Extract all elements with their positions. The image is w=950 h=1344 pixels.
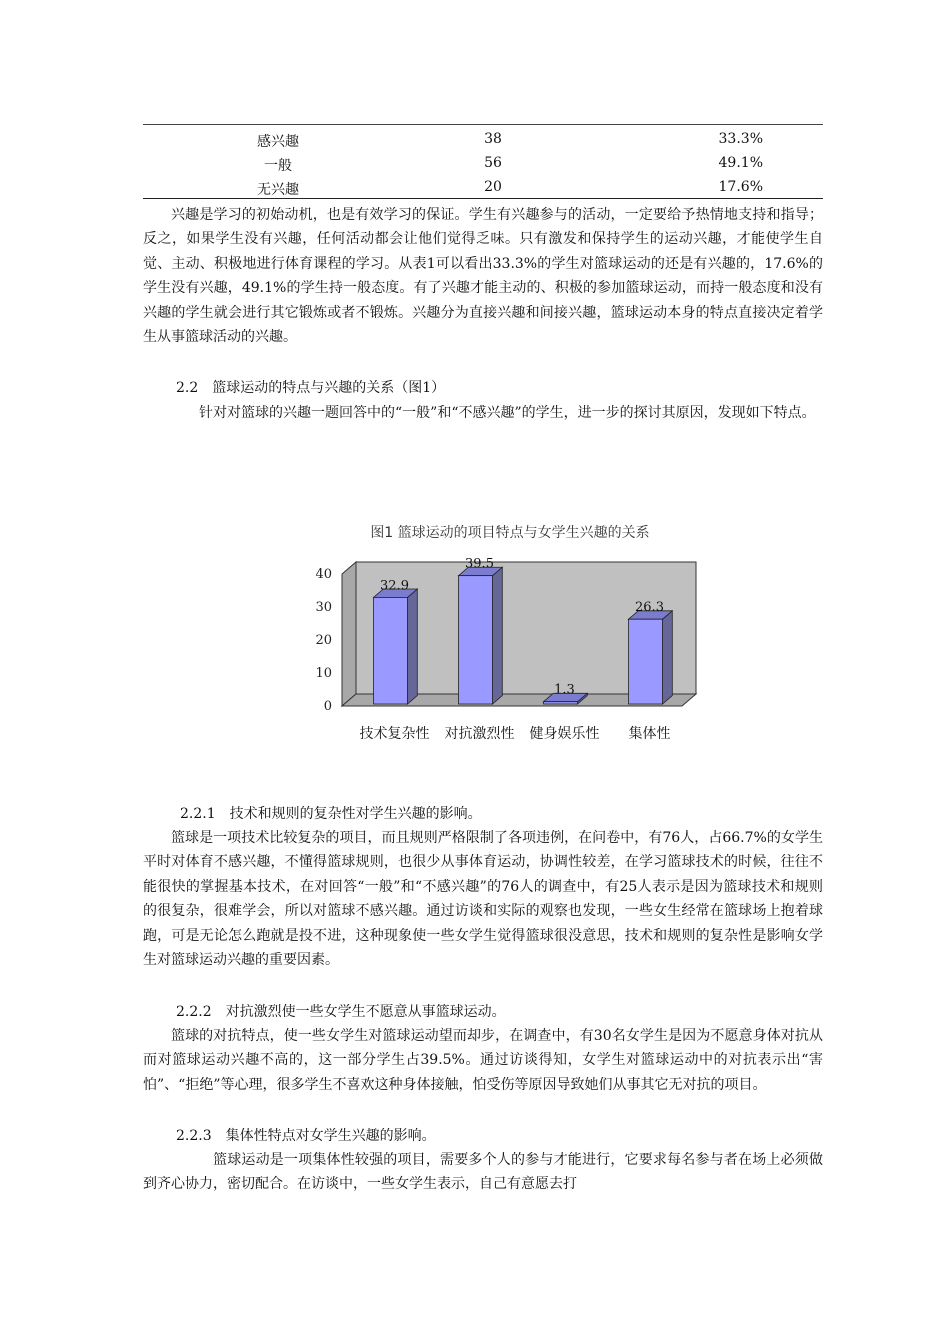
table-cell-percent: 49.1% — [718, 155, 763, 171]
x-category-label: 技术复杂性 — [359, 726, 430, 742]
x-category-label: 集体性 — [628, 726, 671, 742]
y-tick-label: 10 — [315, 666, 332, 681]
table-cell-label: 一般 — [264, 158, 292, 174]
table-cell-percent: 17.6% — [718, 179, 763, 195]
bar-side — [663, 611, 673, 704]
bar-front — [459, 576, 493, 704]
x-category-label: 对抗激烈性 — [444, 726, 515, 742]
bar-chart — [300, 548, 720, 748]
paragraph-complexity: 篮球是一项技术比较复杂的项目，而且规则严格限制了各项违例，在问卷中，有76人，占66.7%的女学生平时对体育不感兴趣，不懂得篮球规则，也很少从事体育运动，协调性较差，在学习篮球技术的时候，往往不能很快的掌握基本技术，在对回答“一般”和“不感兴趣”的76人的调查中，有25人表示是因为篮球技术和规则的很复杂，很难学会，所以对篮球不感兴趣。通过访谈和实际的观察也发现，一些女生经常在篮球场上抱着球跑，可是无论怎么跑就是投不进，这种现象使一些女学生觉得篮球很没意思，技术和规则的复杂性是影响女学生对篮球运动兴趣的重要因素。 — [143, 830, 823, 969]
table-cell-count: 38 — [484, 131, 502, 147]
table-row — [143, 151, 823, 175]
section-heading-2-2-2: 2.2.2 对抗激烈使一些女学生不愿意从事篮球运动。 — [176, 1004, 506, 1020]
chart-categories — [360, 725, 671, 742]
bar — [374, 589, 418, 704]
chart-title: 图1 篮球运动的项目特点与女学生兴趣的关系 — [370, 525, 650, 541]
bar-value-label: 32.9 — [380, 578, 409, 594]
y-tick-label: 20 — [315, 633, 332, 648]
paragraph-collective: 篮球运动是一项集体性较强的项目，需要多个人的参与才能进行，它要求每名参与者在场上必须做到齐心协力，密切配合。在访谈中，一些女学生表示，自己有意愿去打 — [143, 1152, 823, 1193]
section-heading-2-2-1: 2.2.1 技术和规则的复杂性对学生兴趣的影响。 — [180, 806, 482, 822]
section-heading-2-2-3: 2.2.3 集体性特点对女学生兴趣的影响。 — [176, 1128, 436, 1144]
chart-side-wall — [342, 562, 356, 706]
table-row — [143, 127, 823, 151]
section-heading-2-2: 2.2 篮球运动的特点与兴趣的关系（图1） — [176, 380, 446, 396]
bar-value-label: 26.3 — [635, 600, 664, 616]
paragraph-survey: 针对对篮球的兴趣一题回答中的“一般”和“不感兴趣”的学生，进一步的探讨其原因，发现如下特点。 — [199, 405, 816, 421]
bar-front — [629, 619, 663, 704]
bar-value-label: 39.5 — [465, 556, 494, 572]
table-cell-label: 感兴趣 — [257, 134, 299, 150]
x-category-label: 健身娱乐性 — [529, 726, 600, 742]
table-bottom-rule — [143, 198, 823, 199]
chart-y-ticks — [315, 567, 332, 714]
table-top-rule — [143, 124, 823, 125]
paragraph-confrontation: 篮球的对抗特点，使一些女学生对篮球运动望而却步，在调查中，有30名女学生是因为不愿意身体对抗从而对篮球运动兴趣不高的，这一部分学生占39.5%。通过访谈得知，女学生对篮球运动中的对抗表示出“害怕”、“拒绝”等心理，很多学生不喜欢这种身体接触，怕受伤等原因导致她们从事其它无对抗的项目。 — [143, 1028, 823, 1093]
bar-side — [408, 589, 418, 704]
table-cell-label: 无兴趣 — [257, 182, 299, 198]
paragraph-interest: 兴趣是学习的初始动机，也是有效学习的保证。学生有兴趣参与的活动，一定要给予热情地支持和指导；反之，如果学生没有兴趣，任何活动都会让他们觉得乏味。只有激发和保持学生的运动兴趣，才能使学生自觉、主动、积极地进行体育课程的学习。从表1可以看出33.3%的学生对篮球运动的还是有兴趣的，17.6%的学生没有兴趣，49.1%的学生持一般态度。有了兴趣才能主动的、积极的参加篮球运动，而持一般态度和没有兴趣的学生就会进行其它锻炼或者不锻炼。兴趣分为直接兴趣和间接兴趣，篮球运动本身的特点直接决定着学生从事篮球活动的兴趣。 — [143, 207, 823, 346]
table-row — [143, 175, 823, 199]
bar-side — [493, 567, 503, 704]
table-cell-percent: 33.3% — [718, 131, 763, 147]
y-tick-label: 0 — [323, 699, 332, 714]
bar-front — [374, 597, 408, 704]
table-cell-count: 20 — [484, 179, 502, 195]
table-cell-count: 56 — [484, 155, 502, 171]
bar — [629, 611, 673, 704]
y-tick-label: 40 — [315, 567, 332, 582]
y-tick-label: 30 — [315, 600, 332, 615]
bar-front — [544, 702, 578, 704]
bar — [459, 567, 503, 704]
bar-value-label: 1.3 — [554, 682, 575, 698]
